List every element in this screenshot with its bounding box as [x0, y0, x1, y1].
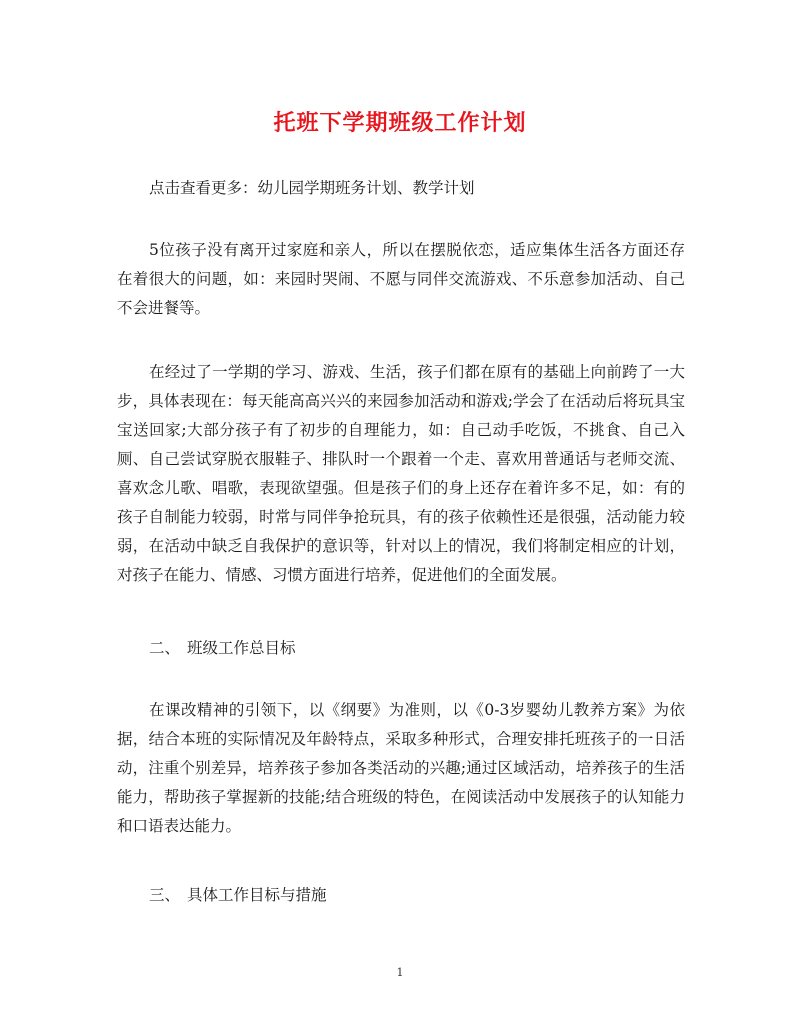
- section-number: 三、: [149, 886, 181, 904]
- section-heading-2: [149, 634, 296, 663]
- document-title: 托班下学期班级工作计划: [273, 110, 527, 136]
- paragraph-3: 在课改精神的引领下，以《纲要》为准则，以《0-3岁婴幼儿教养方案》为依据，结合本班的实际情况及年龄特点，采取多种形式，合理安排托班孩子的一日活动，注重个别差异，培养孩子参加各类活动的兴趣;通过区域活动，培养孩子的生活能力，帮助孩子掌握新的技能;结合班级的特色，在阅读活动中发展孩子的认知能力和口语表达能力。: [117, 701, 685, 835]
- more-link[interactable]: 点击查看更多：幼儿园学期班务计划、教学计划: [149, 179, 475, 197]
- section-heading-text: 班级工作总目标: [187, 639, 296, 657]
- section-heading-text: 具体工作目标与措施: [187, 886, 327, 904]
- section-heading-3: [149, 881, 327, 910]
- paragraph-1: 5位孩子没有离开过家庭和亲人，所以在摆脱依恋，适应集体生活各方面还存在着很大的问题，如：来园时哭闹、不愿与同伴交流游戏、不乐意参加活动、自己不会进餐等。: [117, 241, 685, 317]
- paragraph-2: 在经过了一学期的学习、游戏、生活，孩子们都在原有的基础上向前跨了一大步，具体表现在：每天能高高兴兴的来园参加活动和游戏;学会了在活动后将玩具宝宝送回家;大部分孩子有了初步的自理能力，如：自己动手吃饭，不挑食、自己入厕、自己尝试穿脱衣服鞋子、排队时一个跟着一个走、喜欢用普通话与老师交流、喜欢念儿歌、唱歌，表现欲望强。但是孩子们的身上还存在着许多不足，如：有的孩子自制能力较弱，时常与同伴争抢玩具，有的孩子依赖性还是很强，活动能力较弱，在活动中缺乏自我保护的意识等，针对以上的情况，我们将制定相应的计划，对孩子在能力、情感、习惯方面进行培养，促进他们的全面发展。: [117, 363, 685, 584]
- page-number: 1: [396, 966, 404, 979]
- section-number: 二、: [149, 639, 181, 657]
